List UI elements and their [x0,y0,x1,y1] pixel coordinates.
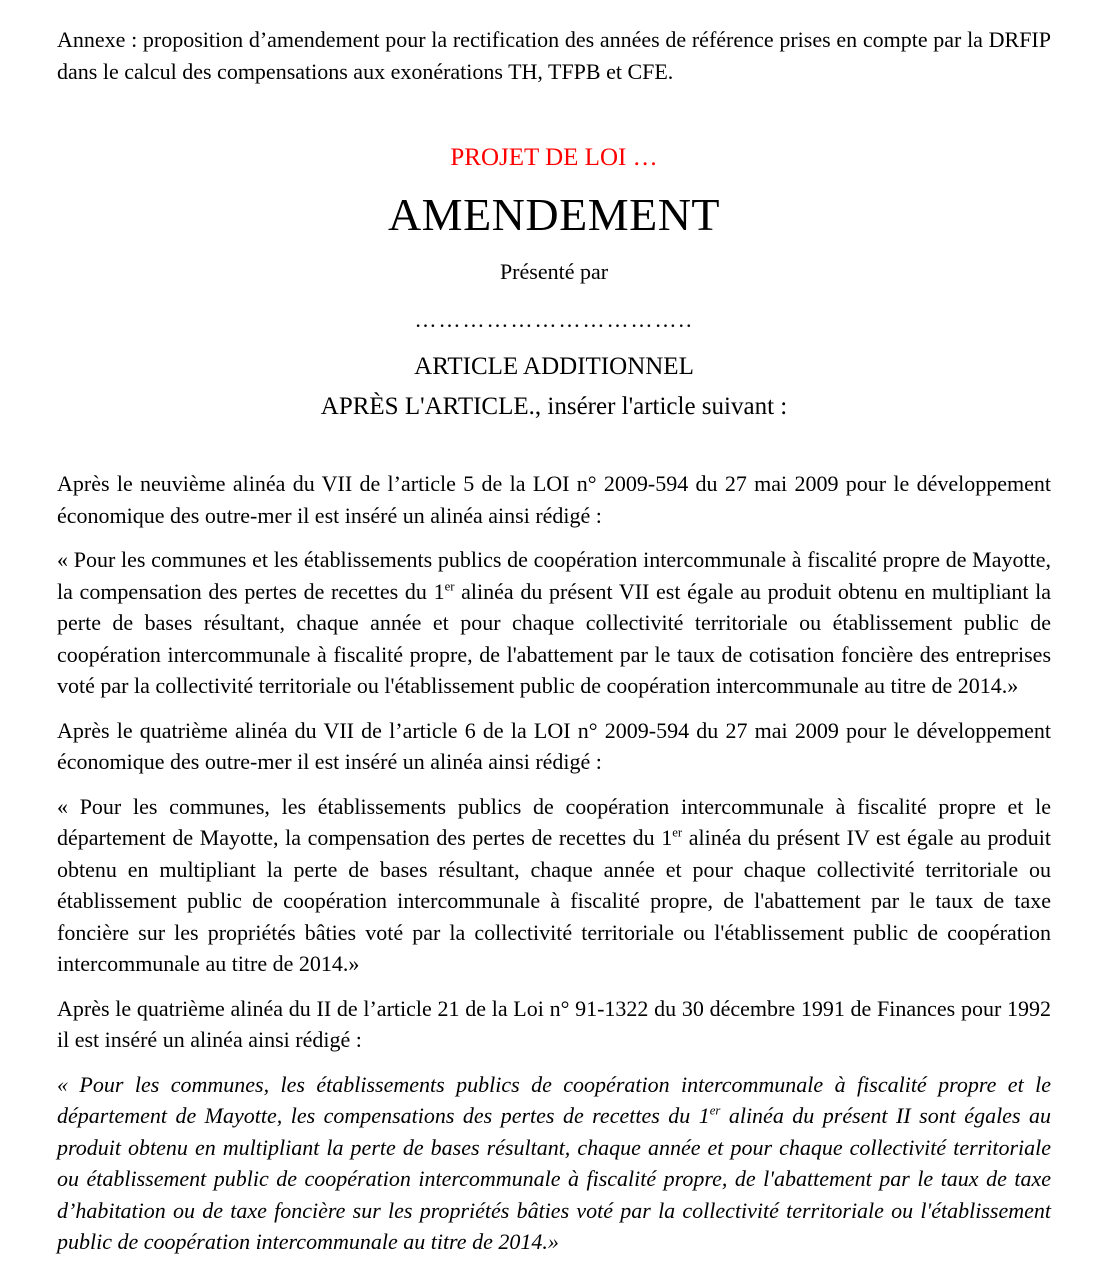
amendement-title: AMENDEMENT [387,189,721,240]
quote-cfe-text-start: « Pour les communes et les établissements publics de coopération intercommunale à fiscalité propre de Mayotte, la compensation des pertes de recettes du 1 [57,547,1051,604]
paragraph-insert-article6: Après le quatrième alinéa du VII de l’article 6 de la LOI n° 2009-594 du 27 mai 2009 pour le développement économique des outre-mer il est inséré un alinéa ainsi rédigé : [57,717,1051,774]
projet-de-loi-heading: PROJET DE LOI … [450,144,658,171]
ordinal-superscript: er [672,825,683,840]
quote-th-text-end: alinéa du présent II sont égales au produit obtenu en multipliant la perte de bases résultant, chaque année et pour chaque collectivité territoriale ou établissement public de coopération intercommunale à fiscalité propre, de l'abattement par le taux de taxe d’habitation ou de taxe foncière sur les propriétés bâties voté par la collectivité territoriale ou l'établissement public de coopération intercommunale au titre de 2014.» [57,1103,1051,1254]
apres-article-instruction: APRÈS L'ARTICLE., insérer l'article suivant : [320,393,788,420]
quote-tfpb-text-end: alinéa du présent IV est égale au produit obtenu en multipliant la perte de bases résultant, chaque année et pour chaque collectivité territoriale ou établissement public de coopération intercommunale à fiscalité propre, de l'abattement par le taux de taxe foncière sur les propriétés bâties voté par la collectivité territoriale ou l'établissement public de coopération intercommunale au titre de 2014.» [57,825,1051,976]
quote-cfe-text-end: alinéa du présent VII est égale au produit obtenu en multipliant la perte de bases résultant, chaque année et pour chaque collectivité territoriale ou établissement public de coopération intercommunale à fiscalité propre, de l'abattement par le taux de cotisation foncière des entreprises voté par la collectivité territoriale ou l'établissement public de coopération intercommunale au titre de 2014.» [57,578,1051,698]
presente-par-label: Présenté par [499,259,609,284]
paragraph-quote-th-tfpb [57,1069,1051,1258]
signatory-dotted-line: …………………………….. [414,307,694,332]
quote-th-text-start: « Pour les communes, les établissements publics de coopération intercommunale à fiscalité propre et le département de Mayotte, les compensations des pertes de recettes du 1 [57,1071,1051,1128]
ordinal-superscript: er [709,1103,721,1118]
article-additionnel-heading: ARTICLE ADDITIONNEL [414,353,694,380]
annexe-paragraph: Annexe : proposition d’amendement pour la rectification des années de référence prises en compte par la DRFIP dans le calcul des compensations aux exonérations TH, TFPB et CFE. [57,27,1051,84]
paragraph-quote-tfpb [57,791,1051,980]
paragraph-quote-cfe [57,544,1051,702]
quote-tfpb-text-start: « Pour les communes, les établissements publics de coopération intercommunale à fiscalité propre et le département de Mayotte, la compensation des pertes de recettes du 1 [57,793,1051,850]
paragraph-insert-article21: Après le quatrième alinéa du II de l’article 21 de la Loi n° 91-1322 du 30 décembre 1991 de Finances pour 1992 il est inséré un alinéa ainsi rédigé : [57,995,1051,1052]
paragraph-insert-article5: Après le neuvième alinéa du VII de l’article 5 de la LOI n° 2009-594 du 27 mai 2009 pour le développement économique des outre-mer il est inséré un alinéa ainsi rédigé : [57,471,1051,528]
ordinal-superscript: er [444,579,455,594]
